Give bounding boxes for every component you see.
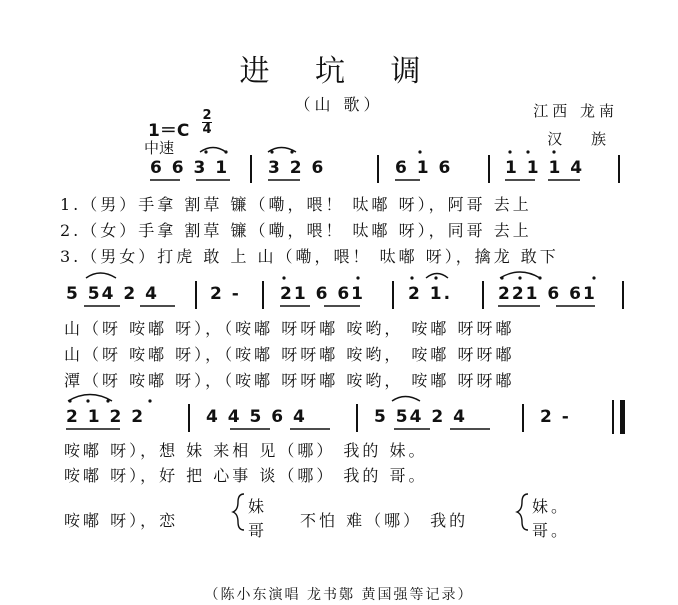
- region-label: 江西 龙南: [533, 102, 618, 120]
- brace-left-word-2: 哥: [248, 521, 268, 540]
- system1-measure2: 3 2 6: [268, 158, 326, 178]
- system3-measure4: 2 -: [540, 407, 571, 427]
- meter-top: 2: [202, 108, 212, 123]
- octave-dot: [418, 150, 421, 153]
- octave-dot: [148, 399, 151, 402]
- system2-measure3: 21 6 61: [280, 284, 365, 304]
- octave-dot: [204, 150, 207, 153]
- system3-measure3: 5 54 2 4: [374, 407, 467, 427]
- song-subtitle: （山 歌）: [294, 95, 384, 114]
- slur: [68, 395, 112, 402]
- tempo-marking: 中速: [144, 139, 175, 157]
- system2-measure2: 2 -: [210, 284, 241, 304]
- system1-measure1: 6 6 3 1: [150, 158, 230, 178]
- song-title: 进 坑 调: [239, 54, 439, 89]
- system2-measure1: 5 54 2 4: [66, 284, 159, 304]
- slur: [392, 397, 420, 402]
- octave-dot: [282, 276, 285, 279]
- ethnicity-label: 汉 族: [547, 130, 618, 148]
- octave-dot: [518, 276, 521, 279]
- brace-right-word-1: 妹。: [532, 497, 571, 516]
- system3-lyric-verse3-middle: 不怕 难（哪） 我的: [300, 511, 469, 530]
- slur: [200, 148, 226, 153]
- octave-dot: [500, 276, 503, 279]
- system1-lyric-verse2: 2.（女）手拿 割草 镰（嘞，喂！ 呔嘟 呀），同哥 去上: [60, 221, 532, 240]
- system3-lyric-verse1: 咹嘟 呀），想 妹 来相 见（哪） 我的 妹。: [64, 441, 428, 460]
- system2-measure5: 221 6 61: [498, 284, 597, 304]
- octave-dot: [526, 150, 529, 153]
- system2-measure4: 2 1.: [408, 284, 453, 304]
- system2-lyric-verse1: 山（呀 咹嘟 呀），（咹嘟 呀呀嘟 咹哟， 咹嘟 呀呀嘟: [64, 319, 515, 338]
- brace-right: [517, 494, 528, 530]
- brace-left: [233, 494, 244, 530]
- octave-dot: [508, 150, 511, 153]
- system3-measure2: 4 4 5 6 4: [206, 407, 307, 427]
- octave-dot: [224, 150, 227, 153]
- system2-lyric-verse3: 潭（呀 咹嘟 呀），（咹嘟 呀呀嘟 咹哟， 咹嘟 呀呀嘟: [64, 371, 515, 390]
- performer-credit: （陈小东演唱 龙书鄚 黄国强等记录）: [204, 587, 474, 603]
- octave-dot: [538, 276, 541, 279]
- meter-bottom: 4: [202, 122, 212, 137]
- brace-left-word-1: 妹: [248, 497, 268, 516]
- system3-lyric-verse3-start: 咹嘟 呀），恋: [64, 511, 179, 530]
- slur: [86, 273, 116, 278]
- system1-measure4: 1 1 1 4: [505, 158, 585, 178]
- system3-lyric-verse2: 咹嘟 呀），好 把 心事 谈（哪） 我的 哥。: [64, 466, 428, 485]
- key-signature: 1＝C: [148, 121, 190, 141]
- octave-dot: [106, 399, 109, 402]
- octave-dot: [356, 276, 359, 279]
- octave-dot: [592, 276, 595, 279]
- octave-dot: [86, 399, 89, 402]
- system3-measure1: 2 1 2 2: [66, 407, 146, 427]
- brace-right-word-2: 哥。: [532, 521, 571, 540]
- octave-dot: [434, 276, 437, 279]
- octave-dot: [270, 150, 273, 153]
- octave-dot: [68, 399, 71, 402]
- system2-lyric-verse2: 山（呀 咹嘟 呀），（咹嘟 呀呀嘟 咹哟， 咹嘟 呀呀嘟: [64, 345, 515, 364]
- system1-measure3: 6 1 6: [395, 158, 453, 178]
- octave-dot: [290, 150, 293, 153]
- system1-lyric-verse3: 3.（男女）打虎 敢 上 山（嘞，喂！ 呔嘟 呀），擒龙 敢下: [60, 247, 559, 266]
- system1-lyric-verse1: 1.（男）手拿 割草 镰（嘞，喂！ 呔嘟 呀），阿哥 去上: [60, 195, 532, 214]
- octave-dot: [552, 150, 555, 153]
- octave-dot: [410, 276, 413, 279]
